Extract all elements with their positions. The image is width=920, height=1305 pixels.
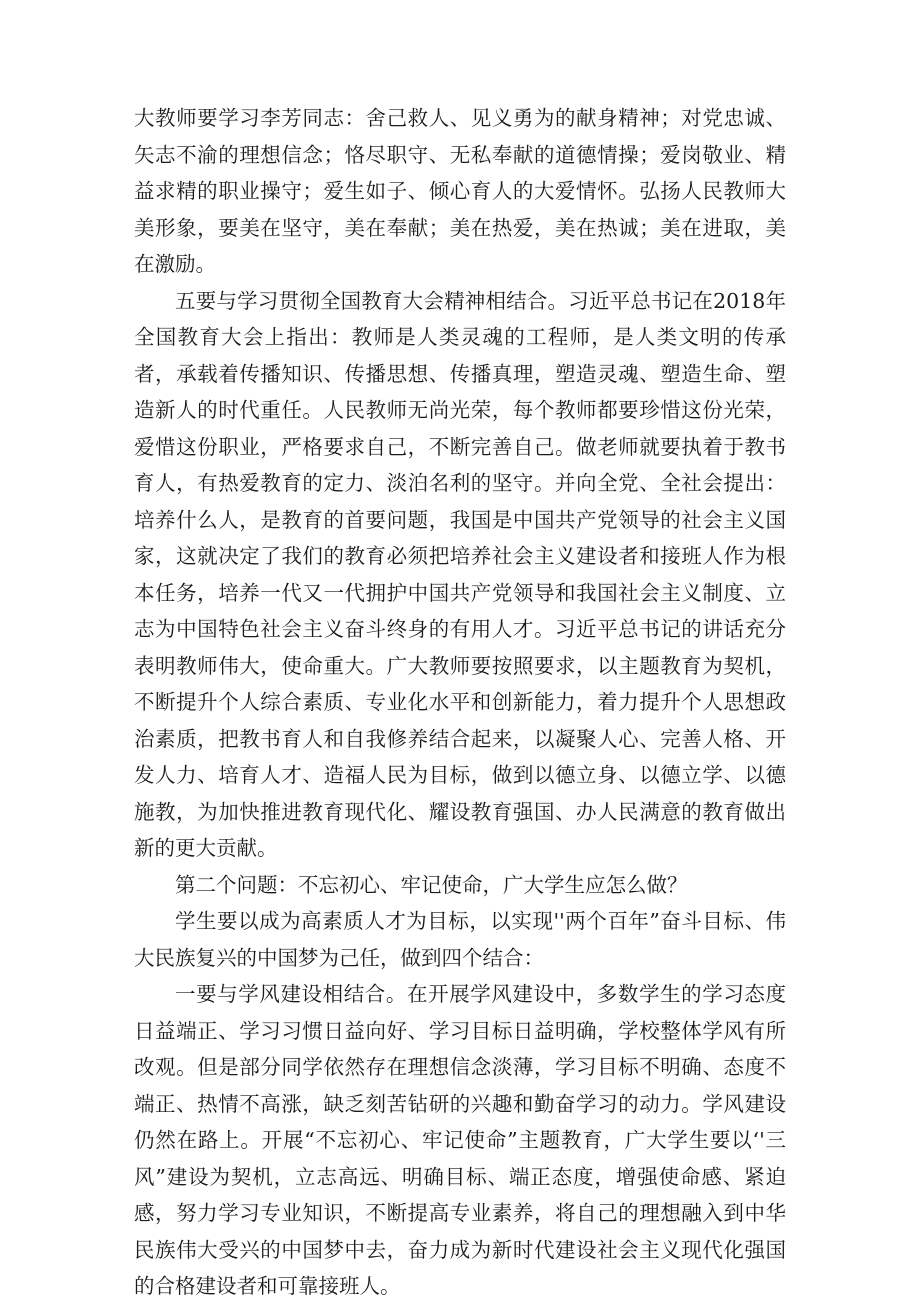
paragraph-3: 学生要以成为高素质人才为目标，以实现''两个百年”奋斗目标、伟大民族复兴的中国梦为己任，做到四个结合： (134, 909, 786, 970)
paragraph-1: 大教师要学习李芳同志：舍己救人、见义勇为的献身精神；对党忠诚、矢志不渝的理想信念；恪尽职守、无私奉献的道德情操；爱岗敬业、精益求精的职业操守；爱生如子、倾心育人的大爱情怀。弘扬人民教师大美形象，要美在坚守，美在奉献；美在热爱，美在热诚；美在进取，美在激励。 (134, 106, 786, 276)
paragraph-2: 五要与学习贯彻全国教育大会精神相结合。习近平总书记在2018年全国教育大会上指出：教师是人类灵魂的工程师，是人类文明的传承者，承载着传播知识、传播思想、传播真理，塑造灵魂、塑造生命、塑造新人的时代重任。人民教师无尚光荣，每个教师都要珍惜这份光荣，爱惜这份职业，严格要求自己，不断完善自己。做老师就要执着于教书育人，有热爱教育的定力、淡泊名利的坚守。并向全党、全社会提出：培养什么人，是教育的首要问题，我国是中国共产党领导的社会主义国家，这就决定了我们的教育必须把培养社会主义建设者和接班人作为根本任务，培养一代又一代拥护中国共产党领导和我国社会主义制度、立志为中国特色社会主义奋斗终身的有用人才。习近平总书记的讲话充分表明教师伟大，使命重大。广大教师要按照要求，以主题教育为契机，不断提升个人综合素质、专业化水平和创新能力，着力提升个人思想政治素质，把教书育人和自我修养结合起来，以凝聚人心、完善人格、开发人力、培育人才、造福人民为目标，做到以德立身、以德立学、以德施教，为加快推进教育现代化、耀设教育强国、办人民满意的教育做出新的更大贡献。 (134, 288, 786, 860)
section-question-heading: 第二个问题：不忘初心、牢记使命，广大学生应怎么做？ (175, 872, 688, 897)
document-page (134, 100, 786, 1305)
paragraph-4: 一要与学风建设相结合。在开展学风建设中，多数学生的学习态度日益端正、学习习惯日益向好、学习目标日益明确，学校整体学风有所改观。但是部分同学依然存在理想信念淡薄，学习目标不明确、态度不端正、热情不高涨，缺乏刻苦钻研的兴趣和勤奋学习的动力。学风建设仍然在路上。开展“不忘初心、牢记使命”主题教育，广大学生要以‘'三风”建设为契机，立志高远、明确目标、端正态度，增强使命感、紧迫感，努力学习专业知识，不断提高专业素养，将自己的理想融入到中华民族伟大受兴的中国梦中去，奋力成为新时代建设社会主义现代化强国的合格建设者和可靠接班人。 (134, 982, 786, 1298)
